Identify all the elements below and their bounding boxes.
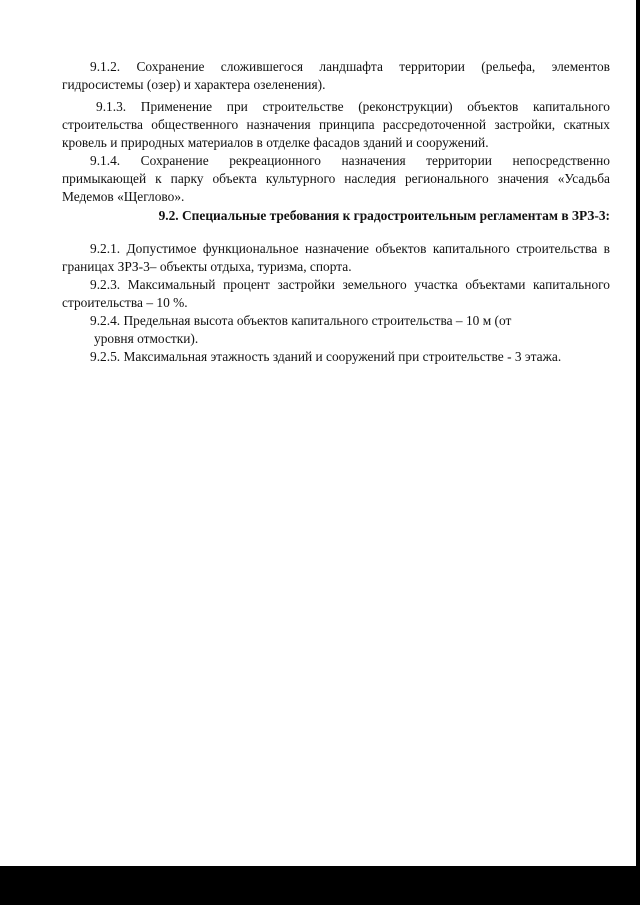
paragraph-9-2-4-line1: 9.2.4. Предельная высота объектов капитального строительства – 10 м (от xyxy=(90,313,512,328)
section-9-1-block xyxy=(62,58,610,206)
paragraph-9-2-5: 9.2.5. Максимальная этажность зданий и сооружений при строительстве - 3 этажа. xyxy=(90,349,562,364)
paragraph-9-1-3: 9.1.3. Применение при строительстве (реконструкции) объектов капитального строительства общественного назначения принципа рассредоточенной застройки, скатных кровель и природных материалов в отделке фасадов зданий и сооружений. xyxy=(62,99,610,150)
bottom-black-bar xyxy=(0,866,640,905)
section-9-2-block xyxy=(62,240,610,366)
paragraph-9-2-1: 9.2.1. Допустимое функциональное назначение объектов капитального строительства в границах ЗРЗ-3– объекты отдыха, туризма, спорта. xyxy=(62,241,610,274)
paragraph-9-2-3: 9.2.3. Максимальный процент застройки земельного участка объектами капитального строительства – 10 %. xyxy=(62,277,610,310)
page-edge xyxy=(636,0,640,866)
paragraph-9-1-4: 9.1.4. Сохранение рекреационного назначения территории непосредственно примыкающей к парку объекта культурного наследия регионального значения «Усадьба Медемов «Щеглово». xyxy=(62,153,610,204)
paragraph-9-1-2: 9.1.2. Сохранение сложившегося ландшафта территории (рельефа, элементов гидросистемы (озер) и характера озеленения). xyxy=(62,59,610,92)
paragraph-9-2-4-line2: уровня отмостки). xyxy=(94,331,199,346)
section-9-2-title: 9.2. Специальные требования к градостроительным регламентам в ЗРЗ-3: xyxy=(158,208,610,223)
